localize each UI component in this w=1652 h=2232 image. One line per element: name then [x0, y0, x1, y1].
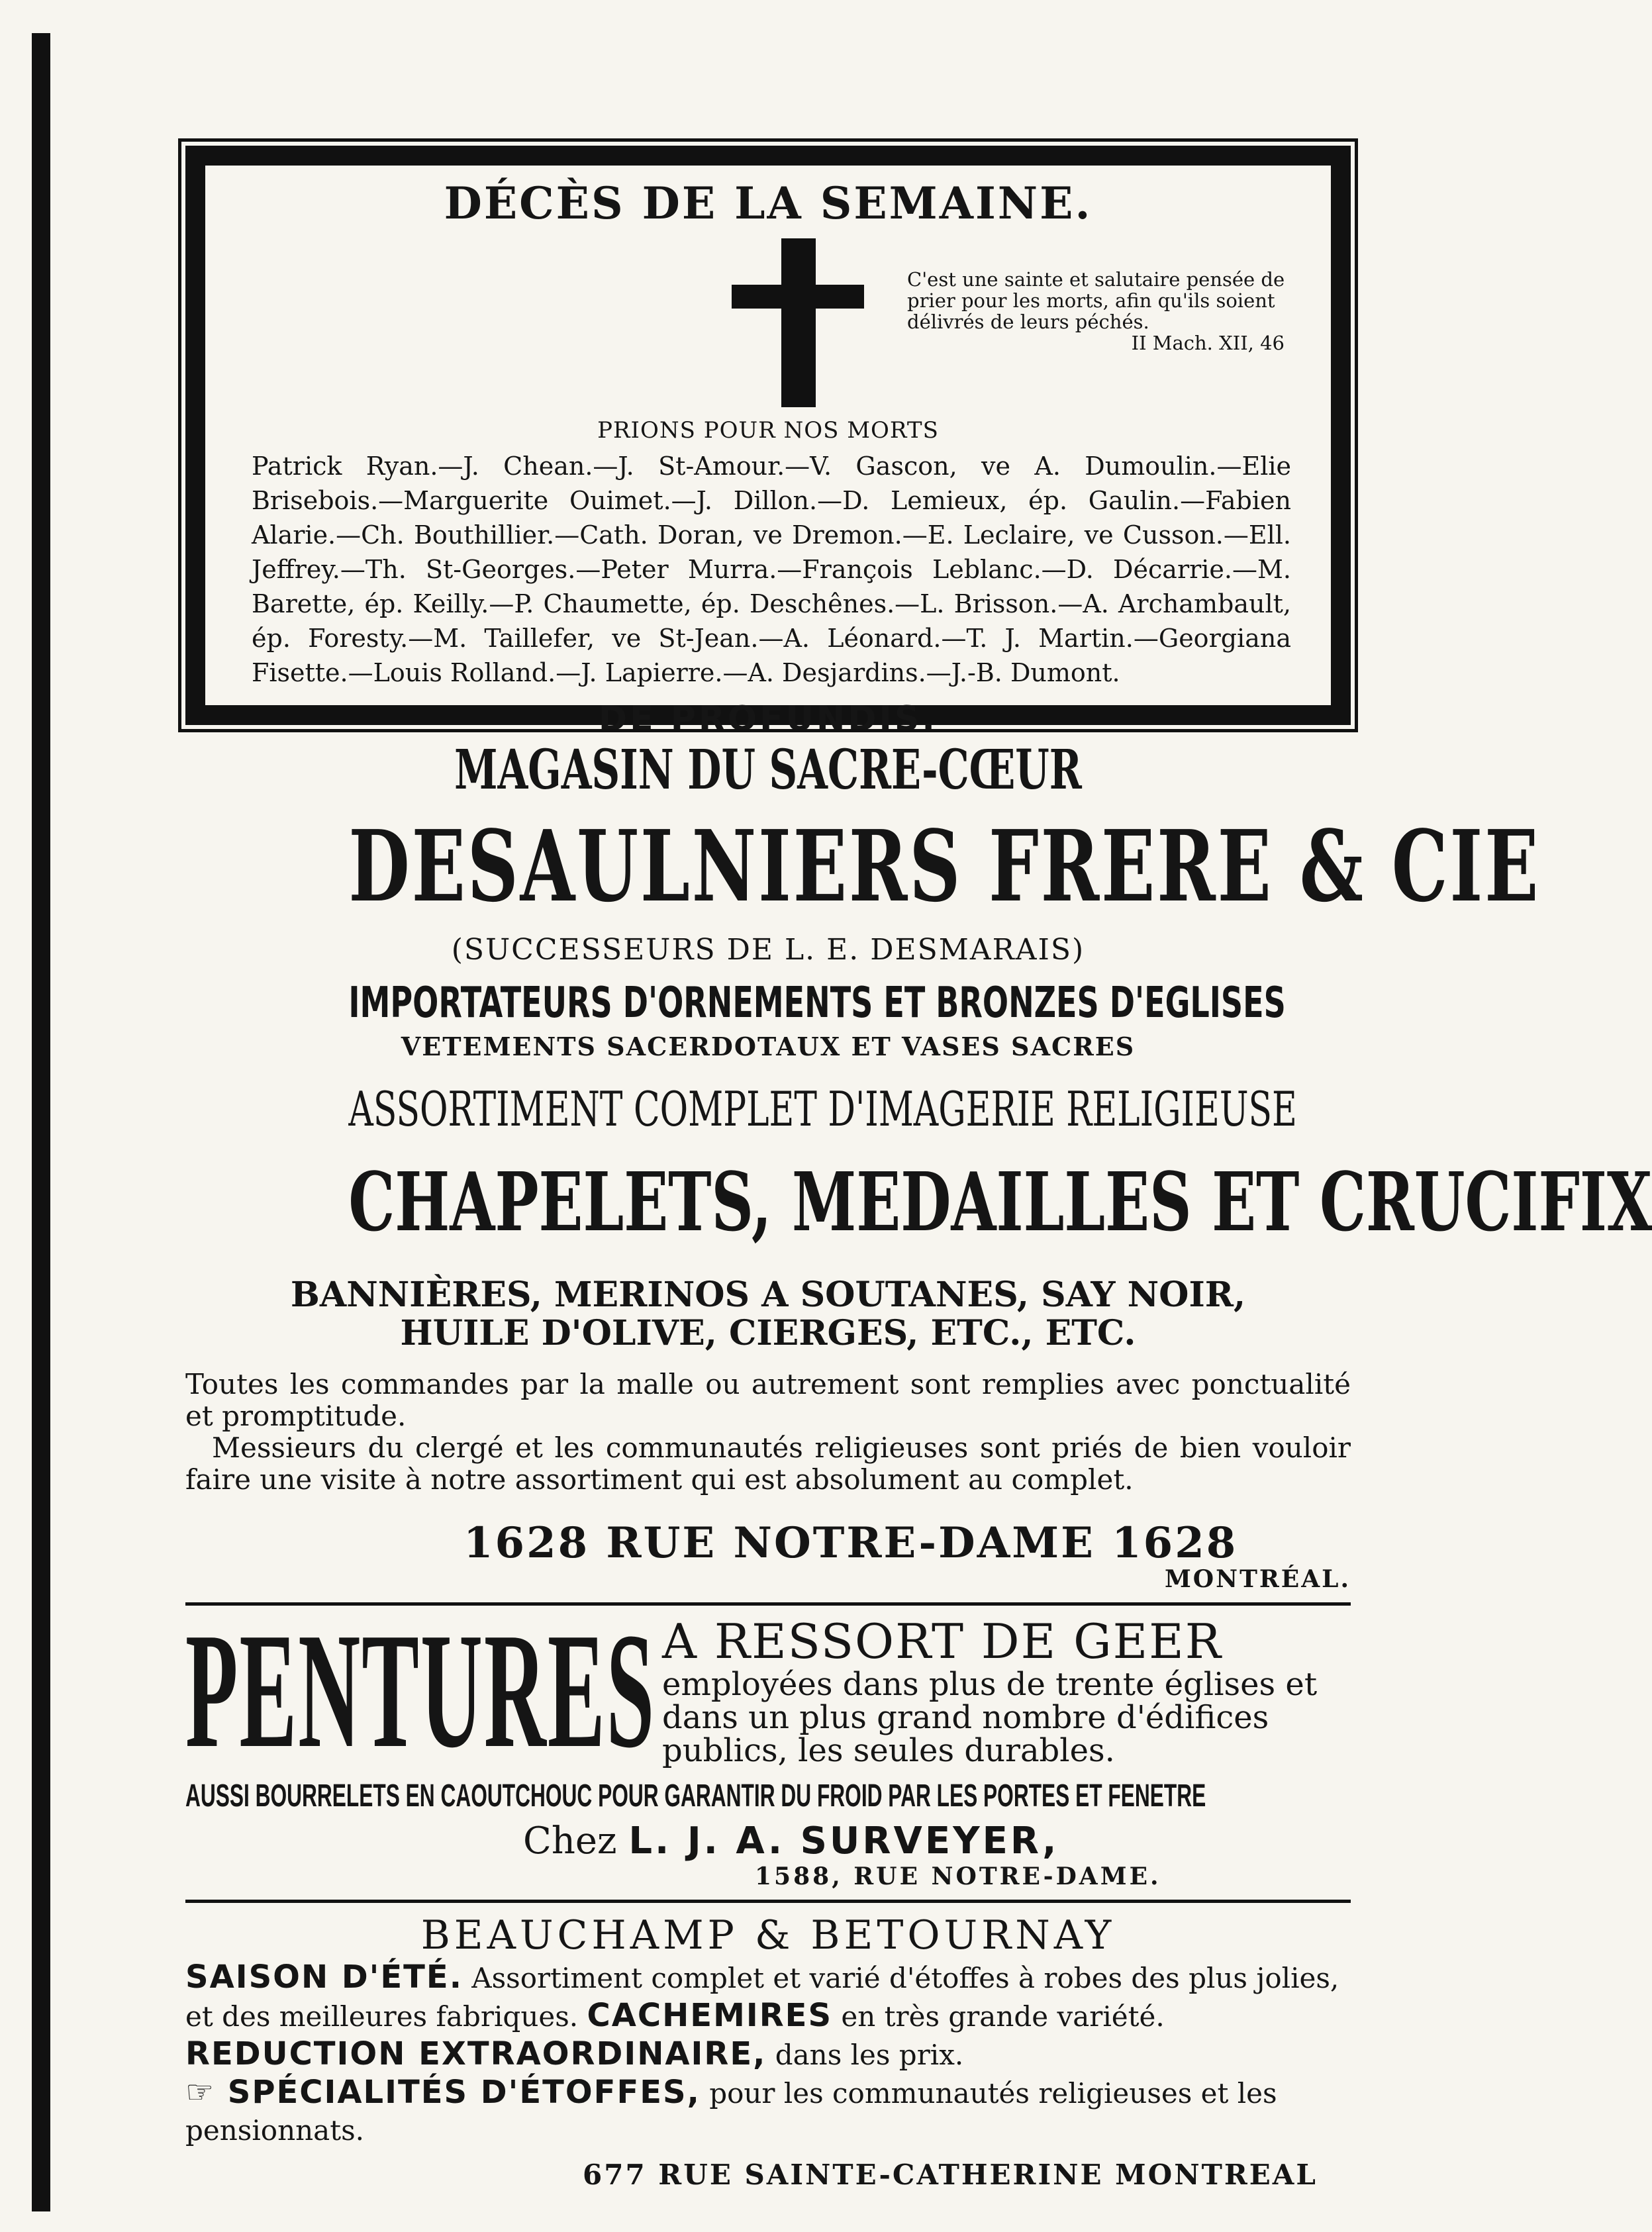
chapelets-line: CHAPELETS, MEDAILLES ET CRUCIFIX: [348, 1154, 1652, 1249]
prions-heading: PRIONS POUR NOS MORTS: [597, 417, 939, 444]
magasin-address: 1628 RUE NOTRE-DAME 1628: [463, 1518, 1238, 1568]
surveyer-name: L. J. A. SURVEYER,: [628, 1820, 1059, 1863]
deceased-names: Patrick Ryan.—J. Chean.—J. St-Amour.—V. Gascon, ve A. Dumoulin.—Elie Brisebois.—Marguerite Ouimet.—J. Dillon.—D. Lemieux, ép. Gaulin.—Fabien Alarie.—Ch. Bouthillier.—Cath. Doran, ve Dremon.—E. Leclaire, ve Cusson.—Ell. Jeffrey.—Th. St-Georges.—Peter Murra.—François Leblanc.—D. Décarrie.—M. Barette, ép. Keilly.—P. Chaumette, ép. Deschênes.—L. Brisson.—A. Archambault, ép. Foresty.—M. Taillefer, ve St-Jean.—A. Léonard.—T. J. Martin.—Georgiana Fisette.—Louis Rolland.—J. Lapierre.—A. Desjardins.—J.-B. Dumont.: [252, 452, 1291, 687]
pentures-advertisement: [185, 1599, 1351, 1890]
magasin-advertisement: [185, 738, 1652, 1593]
banners-line-1: BANNIÈRES, MERINOS A SOUTANES, SAY NOIR,: [290, 1275, 1246, 1315]
reduction-line: [185, 2035, 1351, 2074]
successors-line: (SUCCESSEURS DE L. E. DESMARAIS): [451, 933, 1085, 967]
importers-line: IMPORTATEURS D'ORNEMENTS ET BRONZES D'EGLISES: [348, 979, 1286, 1028]
cachemires-text: en très grande variété.: [841, 2000, 1165, 2033]
saison-line: [185, 1959, 1351, 2035]
vestments-line: VETEMENTS SACERDOTAUX ET VASES SACRES: [401, 1032, 1136, 1061]
saison-text: Assortiment complet et varié d'étoffes à robes des plus jolies, et des meilleures fabriques.: [185, 1962, 1339, 2033]
cross-icon: [781, 238, 816, 407]
bourrelets-line: AUSSI BOURRELETS EN CAOUTCHOUC POUR GARANTIR DU FROID PAR LES PORTES ET FENETRE: [185, 1778, 1206, 1814]
deaths-notice-box: [185, 146, 1351, 739]
magasin-city: MONTRÉAL.: [1164, 1565, 1351, 1593]
specialites-line: [185, 2074, 1351, 2149]
chez-label: Chez: [523, 1820, 617, 1863]
quote-text: C'est une sainte et salutaire pensée de prier pour les morts, afin qu'ils soient délivrés de leurs péchés.: [907, 268, 1285, 333]
reduction-heading: REDUCTION EXTRAORDINAIRE,: [185, 2035, 767, 2072]
beauchamp-address: 677 RUE SAINTE-CATHERINE MONTREAL: [583, 2159, 1318, 2191]
cross-area: [245, 229, 1291, 414]
ressort-heading: A RESSORT DE GEER: [662, 1614, 1222, 1669]
newspaper-page: [185, 146, 1652, 2191]
cachemires-heading: CACHEMIRES: [587, 1997, 833, 2034]
left-border-rule: [32, 33, 50, 2211]
beauchamp-advertisement: [185, 1912, 1351, 2191]
orders-text: Toutes les commandes par la malle ou autrement sont remplies avec ponctualité et promptitude.: [185, 1368, 1351, 1432]
magasin-heading: MAGASIN DU SACRE-CŒUR: [454, 738, 1082, 802]
pentures-heading: PENTURES: [185, 1599, 656, 1782]
quote-reference: II Mach. XII, 46: [1131, 332, 1285, 354]
surveyer-line: [523, 1820, 1351, 1863]
pentures-text: employées dans plus de trente églises et dans un plus grand nombre d'édifices publics, les seules durables.: [662, 1666, 1318, 1769]
assortment-line: ASSORTIMENT COMPLET D'IMAGERIE RELIGIEUSE: [348, 1081, 1297, 1137]
banners-line-2: HUILE D'OLIVE, CIERGES, ETC., ETC.: [400, 1313, 1136, 1353]
cross-bar: [732, 285, 864, 309]
clergy-text: Messieurs du clergé et les communautés religieuses sont priés de bien vouloir faire une visite à notre assortiment qui est absolument au complet.: [185, 1431, 1351, 1496]
specialites-heading: ☞ SPÉCIALITÉS D'ÉTOFFES,: [185, 2074, 701, 2111]
deaths-title: DÉCÈS DE LA SEMAINE.: [444, 177, 1093, 229]
de-profundis: DE PROFUNDIS.: [598, 699, 938, 739]
surveyer-address: 1588, RUE NOTRE-DAME.: [755, 1863, 1161, 1890]
section-divider: [185, 1900, 1351, 1903]
reduction-text: dans les prix.: [775, 2039, 964, 2071]
scripture-quote: [907, 269, 1337, 354]
company-name: DESAULNIERS FRERE & CIE: [348, 808, 1541, 924]
saison-heading: SAISON D'ÉTÉ.: [185, 1959, 463, 1996]
beauchamp-name: BEAUCHAMP & BETOURNAY: [420, 1912, 1116, 1959]
specialites-text: pour les communautés religieuses et les pensionnats.: [185, 2077, 1277, 2147]
